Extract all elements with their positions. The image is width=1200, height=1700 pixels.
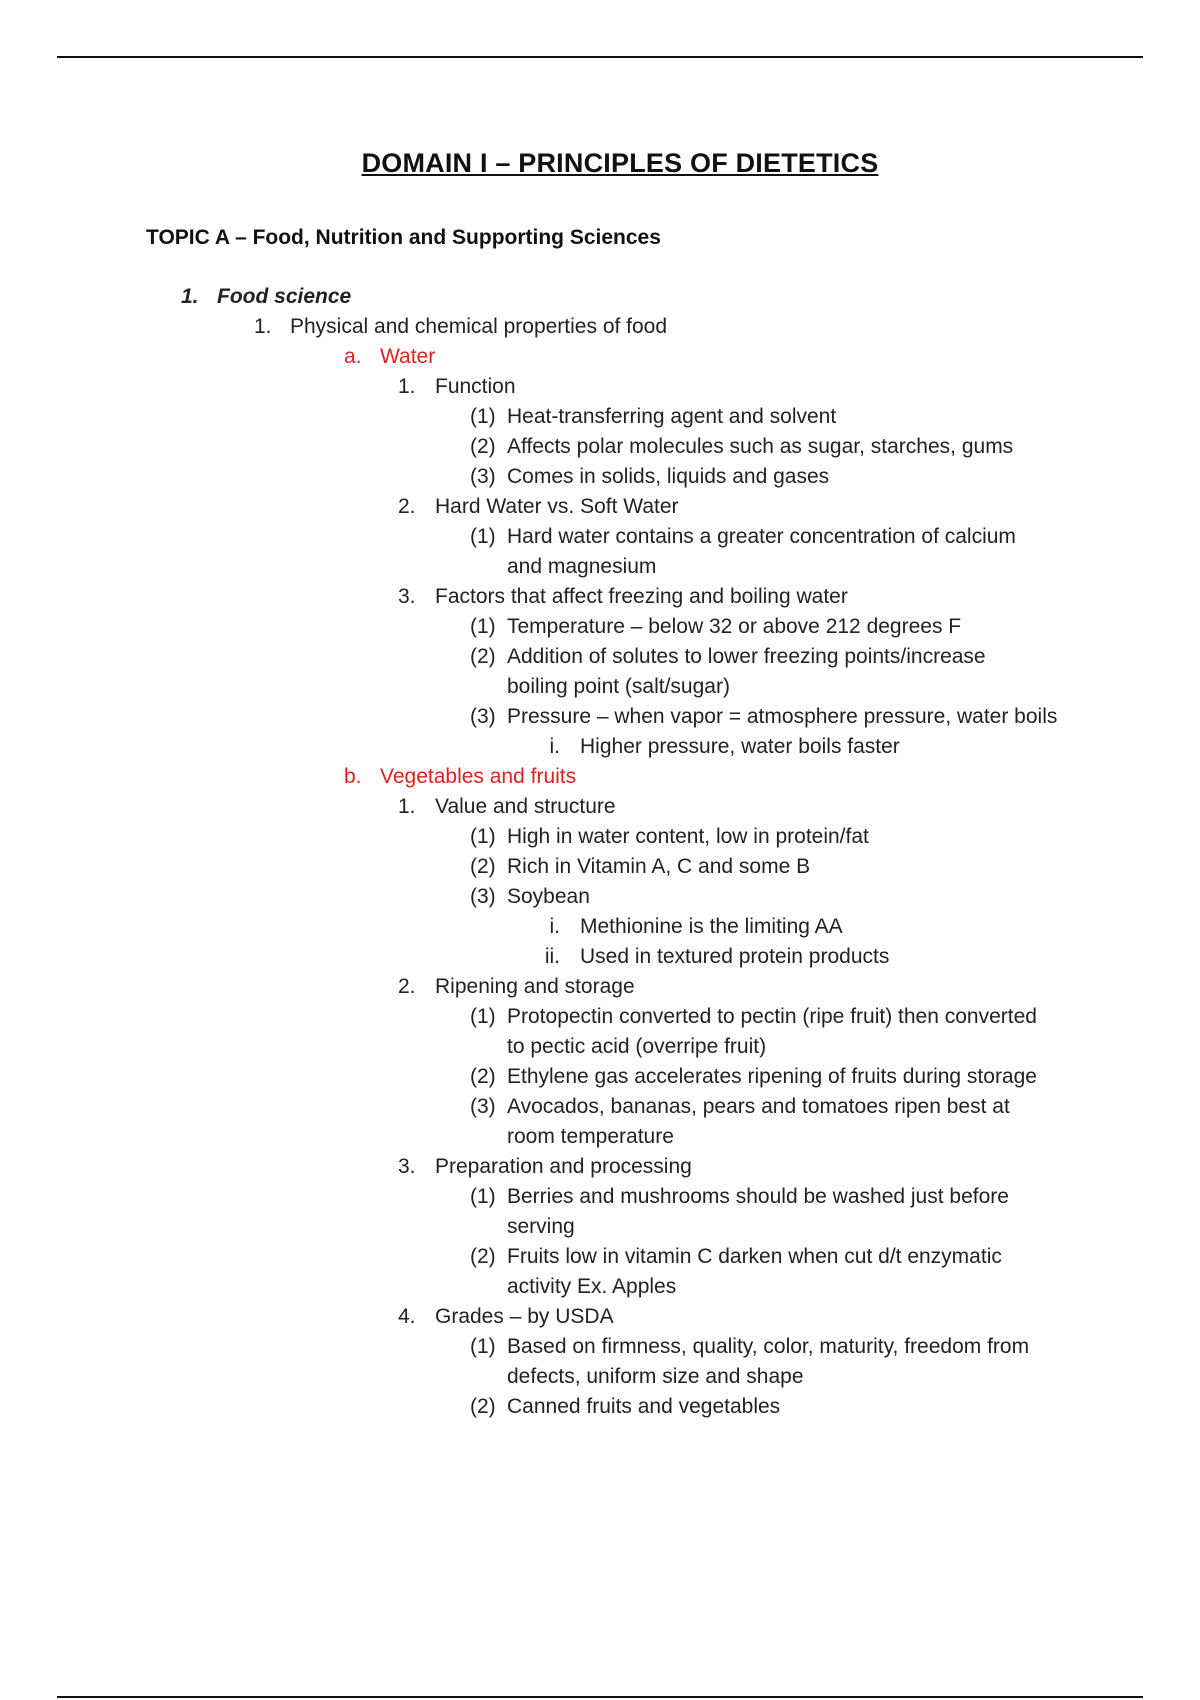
outline-item <box>0 372 1200 402</box>
outline-marker: 3. <box>398 1155 416 1178</box>
outline-text: boiling point (salt/sugar) <box>507 675 730 698</box>
outline-marker: b. <box>344 765 362 788</box>
outline-item <box>0 432 1200 462</box>
outline-text: Rich in Vitamin A, C and some B <box>507 855 811 878</box>
outline-marker: (1) <box>470 1335 496 1358</box>
outline-item <box>0 882 1200 912</box>
outline-marker: ii. <box>544 945 560 968</box>
header-rule <box>57 56 1143 58</box>
outline-marker: (2) <box>470 435 496 458</box>
outline-marker: (3) <box>470 705 496 728</box>
outline-item <box>0 1212 1200 1242</box>
outline-marker: 2. <box>398 975 416 998</box>
outline-item <box>0 342 1200 372</box>
outline-list <box>0 282 1200 1422</box>
outline-item <box>0 462 1200 492</box>
outline-marker: (2) <box>470 855 496 878</box>
outline-marker: (1) <box>470 405 496 428</box>
outline-item <box>0 522 1200 552</box>
outline-item <box>0 1062 1200 1092</box>
outline-marker: i. <box>549 915 560 938</box>
outline-text: Pressure – when vapor = atmosphere pressure, water boils <box>507 705 1058 728</box>
outline-text: Soybean <box>507 885 590 908</box>
outline-item <box>0 672 1200 702</box>
outline-text: Protopectin converted to pectin (ripe fruit) then converted <box>507 1005 1037 1028</box>
outline-item <box>0 1182 1200 1212</box>
outline-item <box>0 1122 1200 1152</box>
topic-heading: TOPIC A – Food, Nutrition and Supporting Sciences <box>146 226 661 249</box>
outline-item <box>0 732 1200 762</box>
outline-text: Avocados, bananas, pears and tomatoes ripen best at <box>507 1095 1010 1118</box>
outline-text: Hard Water vs. Soft Water <box>435 495 679 518</box>
outline-item <box>0 792 1200 822</box>
outline-text: Methionine is the limiting AA <box>580 915 843 938</box>
outline-item <box>0 312 1200 342</box>
outline-marker: 1. <box>398 795 416 818</box>
outline-item <box>0 1242 1200 1272</box>
outline-text: Function <box>435 375 516 398</box>
outline-text: Based on firmness, quality, color, maturity, freedom from <box>507 1335 1030 1358</box>
outline-text: and magnesium <box>507 555 657 578</box>
outline-text: Heat-transferring agent and solvent <box>507 405 837 428</box>
outline-item <box>0 702 1200 732</box>
outline-marker: (3) <box>470 465 496 488</box>
outline-marker: (2) <box>470 1395 496 1418</box>
outline-marker: (2) <box>470 1065 496 1088</box>
outline-item <box>0 612 1200 642</box>
footer-rule <box>57 1696 1143 1698</box>
outline-text: High in water content, low in protein/fat <box>507 825 869 848</box>
outline-text: activity Ex. Apples <box>507 1275 677 1298</box>
outline-text: Affects polar molecules such as sugar, starches, gums <box>507 435 1014 458</box>
outline-text: Temperature – below 32 or above 212 degrees F <box>507 615 962 638</box>
outline-text: Vegetables and fruits <box>380 765 577 788</box>
outline-item <box>0 972 1200 1002</box>
outline-marker: a. <box>344 345 362 368</box>
outline-item <box>0 1332 1200 1362</box>
outline-text: Food science <box>217 285 352 308</box>
outline-marker: 1. <box>254 315 272 338</box>
outline-marker: 1. <box>181 285 199 308</box>
outline-marker: (2) <box>470 645 496 668</box>
outline-item <box>0 1362 1200 1392</box>
outline-text: Preparation and processing <box>435 1155 692 1178</box>
outline-item <box>0 912 1200 942</box>
outline-text: defects, uniform size and shape <box>507 1365 804 1388</box>
outline-item <box>0 1152 1200 1182</box>
outline-item <box>0 552 1200 582</box>
outline-text: Canned fruits and vegetables <box>507 1395 781 1418</box>
outline-text: Hard water contains a greater concentration of calcium <box>507 525 1016 548</box>
outline-item <box>0 1002 1200 1032</box>
outline-item <box>0 582 1200 612</box>
outline-item <box>0 402 1200 432</box>
outline-text: Addition of solutes to lower freezing points/increase <box>507 645 986 668</box>
outline-marker: (1) <box>470 1005 496 1028</box>
outline-marker: 1. <box>398 375 416 398</box>
outline-item <box>0 1392 1200 1422</box>
outline-item <box>0 942 1200 972</box>
outline-item <box>0 1032 1200 1062</box>
outline-text: Ethylene gas accelerates ripening of fruits during storage <box>507 1065 1037 1088</box>
outline-text: Factors that affect freezing and boiling water <box>435 585 848 608</box>
outline-marker: 4. <box>398 1305 416 1328</box>
outline-item <box>0 822 1200 852</box>
outline-text: room temperature <box>507 1125 674 1148</box>
outline-marker: (1) <box>470 825 496 848</box>
outline-text: Water <box>380 345 436 368</box>
outline-text: serving <box>507 1215 575 1238</box>
outline-marker: i. <box>549 735 560 758</box>
outline-marker: 3. <box>398 585 416 608</box>
outline-item <box>0 762 1200 792</box>
outline-item <box>0 1302 1200 1332</box>
outline-text: Fruits low in vitamin C darken when cut d/t enzymatic <box>507 1245 1002 1268</box>
outline-item <box>0 1272 1200 1302</box>
outline-item <box>0 282 1200 312</box>
outline-item <box>0 642 1200 672</box>
outline-text: Higher pressure, water boils faster <box>580 735 900 758</box>
outline-item <box>0 852 1200 882</box>
outline-marker: (1) <box>470 615 496 638</box>
outline-marker: (1) <box>470 1185 496 1208</box>
outline-marker: (3) <box>470 885 496 908</box>
outline-item <box>0 1092 1200 1122</box>
outline-text: Berries and mushrooms should be washed just before <box>507 1185 1009 1208</box>
outline-marker: (1) <box>470 525 496 548</box>
outline-marker: (3) <box>470 1095 496 1118</box>
outline-text: Comes in solids, liquids and gases <box>507 465 830 488</box>
outline-text: Value and structure <box>435 795 616 818</box>
page-title: DOMAIN I – PRINCIPLES OF DIETETICS <box>361 148 879 178</box>
outline-item <box>0 492 1200 522</box>
outline-text: Used in textured protein products <box>580 945 890 968</box>
outline-text: Ripening and storage <box>435 975 635 998</box>
outline-text: Grades – by USDA <box>435 1305 614 1328</box>
outline-marker: (2) <box>470 1245 496 1268</box>
outline-text: to pectic acid (overripe fruit) <box>507 1035 767 1058</box>
outline-marker: 2. <box>398 495 416 518</box>
outline-text: Physical and chemical properties of food <box>290 315 668 338</box>
